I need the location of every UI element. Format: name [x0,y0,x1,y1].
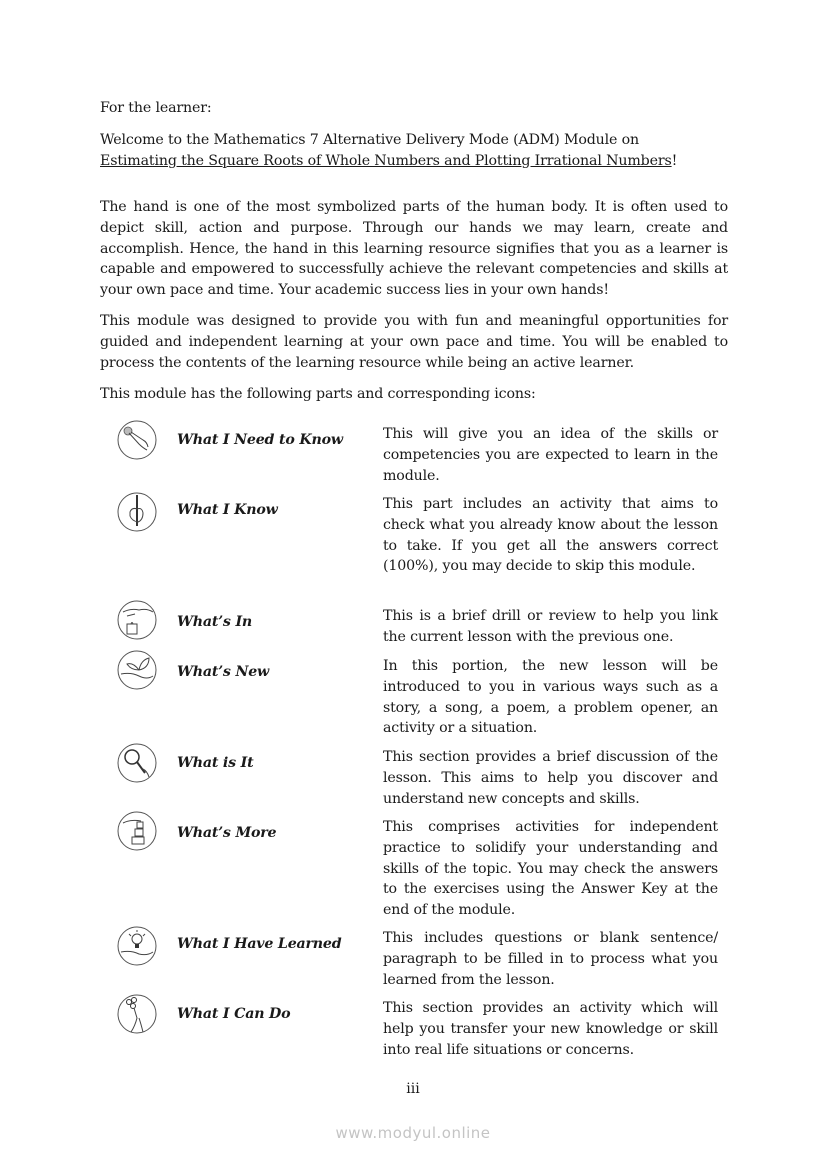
part-description: This part includes an activity that aims to check what you already know about the lesson to take. If you get all the answers correct (100%), you may decide to skip this module. [383,496,718,575]
hand-lightbulb-icon [117,926,157,966]
part-title: What I Know [177,502,278,518]
part-title: What I Have Learned [177,936,342,952]
part-title: What’s In [177,614,253,630]
part-title: What is It [177,755,254,771]
hand-pointing-icon [117,420,157,460]
page-number: iii [406,1081,420,1097]
greeting-text: For the learner: [100,100,212,116]
part-title: What’s New [177,664,270,680]
part-description: In this portion, the new lesson will be introduced to you in various ways such as a story, a song, a poem, a problem opener, an activity or a situation. [383,658,718,737]
hand-holding-pencil-icon [117,492,157,532]
hand-sprout-icon [117,650,157,690]
part-description: This is a brief drill or review to help you link the current lesson with the previous one. [383,608,718,645]
hand-gears-icon [117,994,157,1034]
part-description: This comprises activities for independent practice to solidify your understanding and skills of the topic. You may check the answers to the exercises using the Answer Key at the end of the module. [383,819,718,919]
module-paragraph: This module was designed to provide you with fun and meaningful opportunities for guided and independent learning at your own pace and time. You will be enabled to process the contents of the learning resource while being an active learner. [100,313,728,371]
hand-puzzle-icon [117,600,157,640]
part-description: This section provides a brief discussion of the lesson. This aims to help you discover and understand new concepts and skills. [383,749,718,807]
module-title: Estimating the Square Roots of Whole Numbers and Plotting Irrational Numbers [100,152,672,169]
watermark-text: www.modyul.online [335,1124,491,1142]
part-description: This includes questions or blank sentence/ paragraph to be filled in to process what you learned from the lesson. [383,930,718,988]
welcome-paragraph [100,130,740,172]
hand-paragraph: The hand is one of the most symbolized parts of the human body. It is often used to depict skill, action and purpose. Through our hands we may learn, create and accomplish. Hence, the hand in this learning resource signifies that you as a learner is capable and empowered to successfully achieve the relevant competencies and skills at your own pace and time. Your academic success lies in your own hands! [100,199,728,299]
part-title: What I Can Do [177,1006,291,1022]
part-description: This section provides an activity which will help you transfer your new knowledge or skill into real life situations or concerns. [383,1000,718,1058]
hand-blocks-icon [117,811,157,851]
part-description: This will give you an idea of the skills or competencies you are expected to learn in the module. [383,426,718,484]
part-title: What I Need to Know [177,432,343,448]
parts-intro: This module has the following parts and corresponding icons: [100,386,536,402]
welcome-prefix: Welcome to the Mathematics 7 Alternative Delivery Mode (ADM) Module on [100,132,640,148]
hand-magnifier-icon [117,743,157,783]
module-title-suffix: ! [671,152,678,169]
part-title: What’s More [177,825,277,841]
